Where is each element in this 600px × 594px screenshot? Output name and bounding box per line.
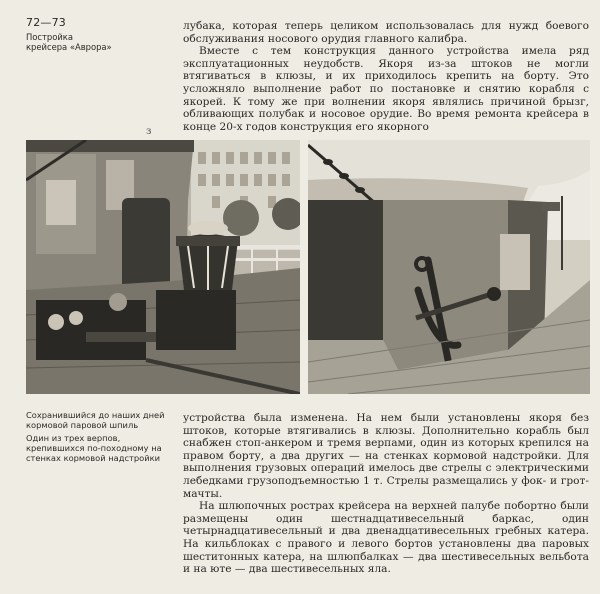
- caption-steam-capstan: Сохранившийся до наших дней кормовой паровой шпиль: [26, 410, 165, 431]
- photo-kedge-anchor: [308, 140, 590, 394]
- paragraph-anchor-design: Вместе с тем конструкция данного устройства имела ряд эксплуатационных неудобств. Якоря из-за штоков не могли втягиваться в клюзы, и их приходилось крепить на борту. Это усложняло выполнение работ по постановке и снятию корабля с якорей. К тому же при волнении якоря являлись причиной брызг, обливающих полубак и носовое орудие. Во время ремонта крейсера в конце 20-х годов конструкция его якорного: [183, 45, 589, 133]
- capstan-illustration: [26, 140, 300, 394]
- photo-steam-capstan: [26, 140, 300, 394]
- body-text-bottom: [183, 412, 589, 576]
- page-number: 72—73: [26, 16, 66, 29]
- body-text-top: [183, 20, 589, 133]
- running-head-line1: Постройка: [26, 32, 73, 42]
- paragraph-continuation: лубака, которая теперь целиком использовалась для нужд боевого обслуживания носового орудия главного калибра.: [183, 20, 589, 45]
- paragraph-anchor-changes: устройства была изменена. На нем были установлены якоря без штоков, которые втягивались в клюзы. Дополнительно корабль был снабжен стоп-анкером и тремя верпами, один из которых крепился на правом борту, а два других — на стенках кормовой надстройки. Для выполнения грузовых операций имелось две стрелы с электрическими лебедками грузоподъемностью 1 т. Стрелы размещались у фок- и грот-мачты.: [183, 412, 589, 500]
- kedge-anchor-illustration: [308, 140, 590, 394]
- paragraph-boats: На шлюпочных рострах крейсера на верхней палубе побортно были размещены один шестнадцативесельный баркас, один четырнадцативесельный и два двенадцативесельных гребных катера. На кильблоках с правого и левого бортов установлены два паровых шеститонных катера, на шлюпбалках — два шестивесельных вельбота и на юте — два шестивесельных яла.: [183, 500, 589, 576]
- running-head: [26, 32, 166, 52]
- caption-kedge-anchor: Один из трех верпов, крепившихся по-походному на стенках кормовой надстройки: [26, 433, 162, 464]
- figure-marker: з: [146, 126, 152, 137]
- running-head-line2: крейсера «Аврора»: [26, 42, 112, 52]
